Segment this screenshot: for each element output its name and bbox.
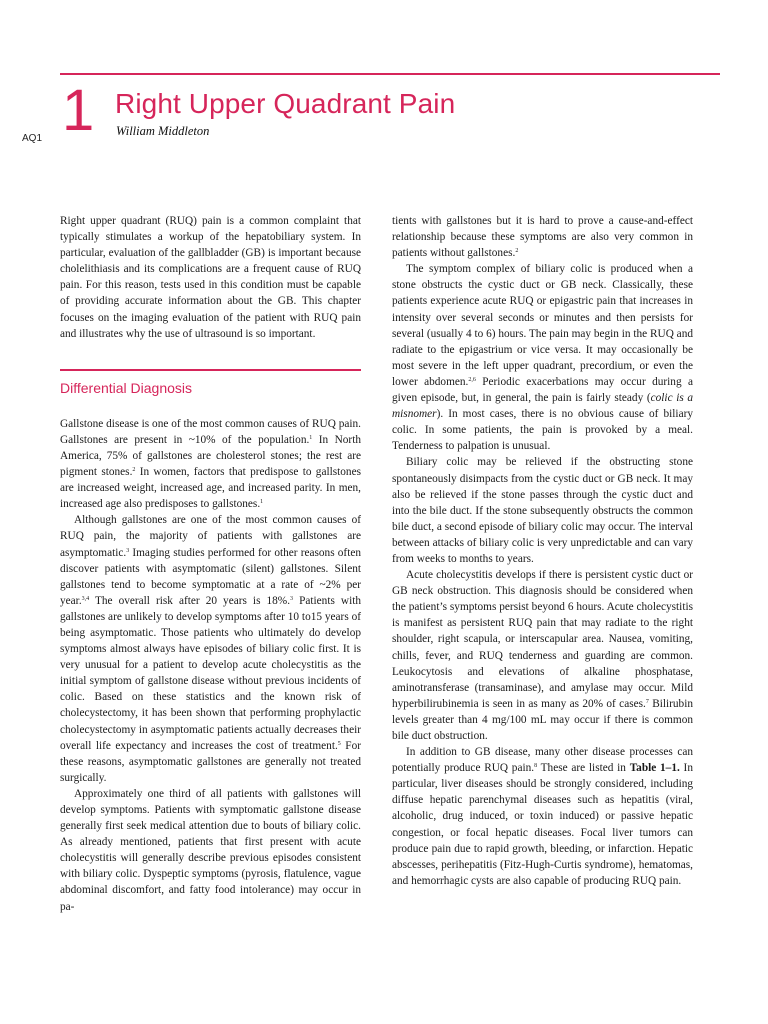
intro-paragraph: Right upper quadrant (RUQ) pain is a common complaint that typically stimulates a workup of the hepatobiliary system. In particular, evaluation of the gallbladder (GB) is important because cholelithiasis and its complications are a frequent cause of RUQ pain. For this reason, tests used in this condition must be capable of providing accurate information about the GB. This chapter focuses on the imaging evaluation of the patient with RUQ pain and illustrates why the use of ultrasound is so important. [60,215,361,340]
body-paragraph [392,744,693,889]
text-run: ). In most cases, there is no obvious cause of biliary colic. In some patients, the pain is provoked by a meal. Tenderness to palpation is unusual. [392,408,693,453]
text-run: tients with gallstones but it is hard to prove a cause-and-effect relationship because these symptoms are also very common in patients without gallstones. [392,215,693,260]
text-run: The overall risk after 20 years is 18%. [89,594,291,607]
text-run: The symptom complex of biliary colic is produced when a stone obstructs the cystic duct or GB neck. Classically, these patients experience acute RUQ or epigastric pain that increases in intensity over several seconds or minutes and then persists for several (usually 4 to 6) hours. The pain may begin in the RUQ and radiate to the epigastrium or vice versa. It may occasionally be most severe in the left upper quadrant, precordium, or even the lower abdomen. [392,263,693,388]
chapter-number: 1 [62,78,95,143]
table-reference-link[interactable]: Table 1–1. [629,762,680,775]
right-column [392,213,693,889]
left-column [60,213,361,915]
text-run: In women, factors that predispose to gallstones are increased weight, increased age, and increased parity. In men, increased age also predisposes to gallstones. [60,466,361,511]
citation: 2 [515,248,519,255]
citation: 1 [309,434,313,441]
body-paragraph [392,213,693,261]
body-paragraph: Approximately one third of all patients with gallstones will develop symptoms. Patients with symptomatic gallstone disease generally first seek medical attention due to bouts of biliary colic. As already mentioned, patients that first present with acute cholecystitis will generally describe previous episodes consistent with biliary colic. Dyspeptic symptoms (pyrosis, flatulence, vague abdominal discomfort, and fatty food intolerance) may occur in pa- [60,787,361,913]
text-run: Bilirubin levels greater than 4 mg/100 mL may occur if there is common bile duct obstruction. [392,697,693,742]
citation: 8 [534,763,538,770]
italic-phrase: colic is a misnomer [392,392,694,421]
citation: 2,6 [468,376,476,383]
citation: 2 [132,467,136,474]
citation: 5 [337,740,341,747]
body-paragraph [60,416,361,513]
section-heading: Differential Diagnosis [60,379,193,396]
text-run: In particular, liver diseases should be strongly considered, including diffuse hepatic parenchymal diseases such as hepatitis (viral, alcoholic, drug induced, or toxin induced) or passive hepatic congestion, or focal hepatic diseases. Focal liver tumors can produce pain due to rapid growth, bleeding, or infarction. Hepatic abscesses, perihepatitis (Fitz-Hugh-Curtis syndrome), hematomas, and hemorrhagic cysts are also capable of producing RUQ pain. [392,762,693,887]
body-paragraph [392,567,693,744]
text-run: These are listed in [537,762,630,775]
citation: 3 [290,595,294,602]
chapter-author: William Middleton [116,124,210,138]
section-rule [60,369,361,371]
citation: 3 [126,547,130,554]
chapter-title: Right Upper Quadrant Pain [115,88,456,119]
text-run: Acute cholecystitis develops if there is persistent cystic duct or GB neck obstruction. This diagnosis should be considered when the patient’s symptoms persist beyond 6 hours. Acute cholecystitis is manifest as persistent RUQ pain that may radiate to the right shoulder, right scapula, or interscapular area. Nausea, vomiting, chills, fever, and RUQ tenderness and guarding are common. Leukocytosis and elevations of alkaline phosphatase, aminotransferase (transaminase), and amylase may occur. Mild hyperbilirubinemia is seen in as many as 20% of cases. [392,569,693,710]
citation: 1 [260,499,264,506]
text-run: Periodic exacerbations may occur during a given episode, but, in general, the pain is fairly steady ( [392,375,693,405]
text-run: Gallstone disease is one of the most common causes of RUQ pain. Gallstones are present in ~10% of the population. [60,417,361,446]
body-paragraph: Biliary colic may be relieved if the obstructing stone spontaneously disimpacts from the cystic duct or GB neck. It may also be relieved if the stone passes through the cystic duct and into the bile duct. If the stone subsequently obstructs the common bile duct, a second episode of biliary colic may occur. The interval between attacks of biliary colic is very unpredictable and can vary from weeks to months to years. [392,456,693,565]
body-paragraph [392,261,693,454]
citation: 7 [645,698,649,705]
text-run: Although gallstones are one of the most common causes of RUQ pain, the majority of patients with gallstones are asymptomatic. [60,514,361,559]
citation: 3,4 [81,595,90,602]
text-run: In addition to GB disease, many other disease processes can potentially produce RUQ pain. [392,746,693,775]
author-query-marker: AQ1 [22,133,43,144]
text-run: Patients with gallstones are unlikely to develop symptoms after 10 to15 years of being asymptomatic. Those patients who ultimately do develop symptoms almost always have episodes of biliary colic first. It is very unusual for a patient to develop acute cholecystitis as the initial symptom of gallstone disease without previous incidents of colic. Based on these statistics and the known risk of cholecystectomy, it has been shown that performing prophylactic cholecystectomy in asymptomatic patients actually decreases their overall life expectancy and increases the cost of treatment. [60,594,361,752]
text-run: In North America, 75% of gallstones are cholesterol stones; the rest are pigment stones. [60,433,361,479]
text-run: Imaging studies performed for other reasons often discover patients with asymptomatic (silent) gallstones. Silent gallstones tend to become symptomatic at a rate of ~2% per year. [60,546,361,607]
header-rule [60,73,720,75]
text-run: For these reasons, asymptomatic gallstones are generally not treated surgically. [60,739,361,784]
body-paragraph [60,512,361,786]
